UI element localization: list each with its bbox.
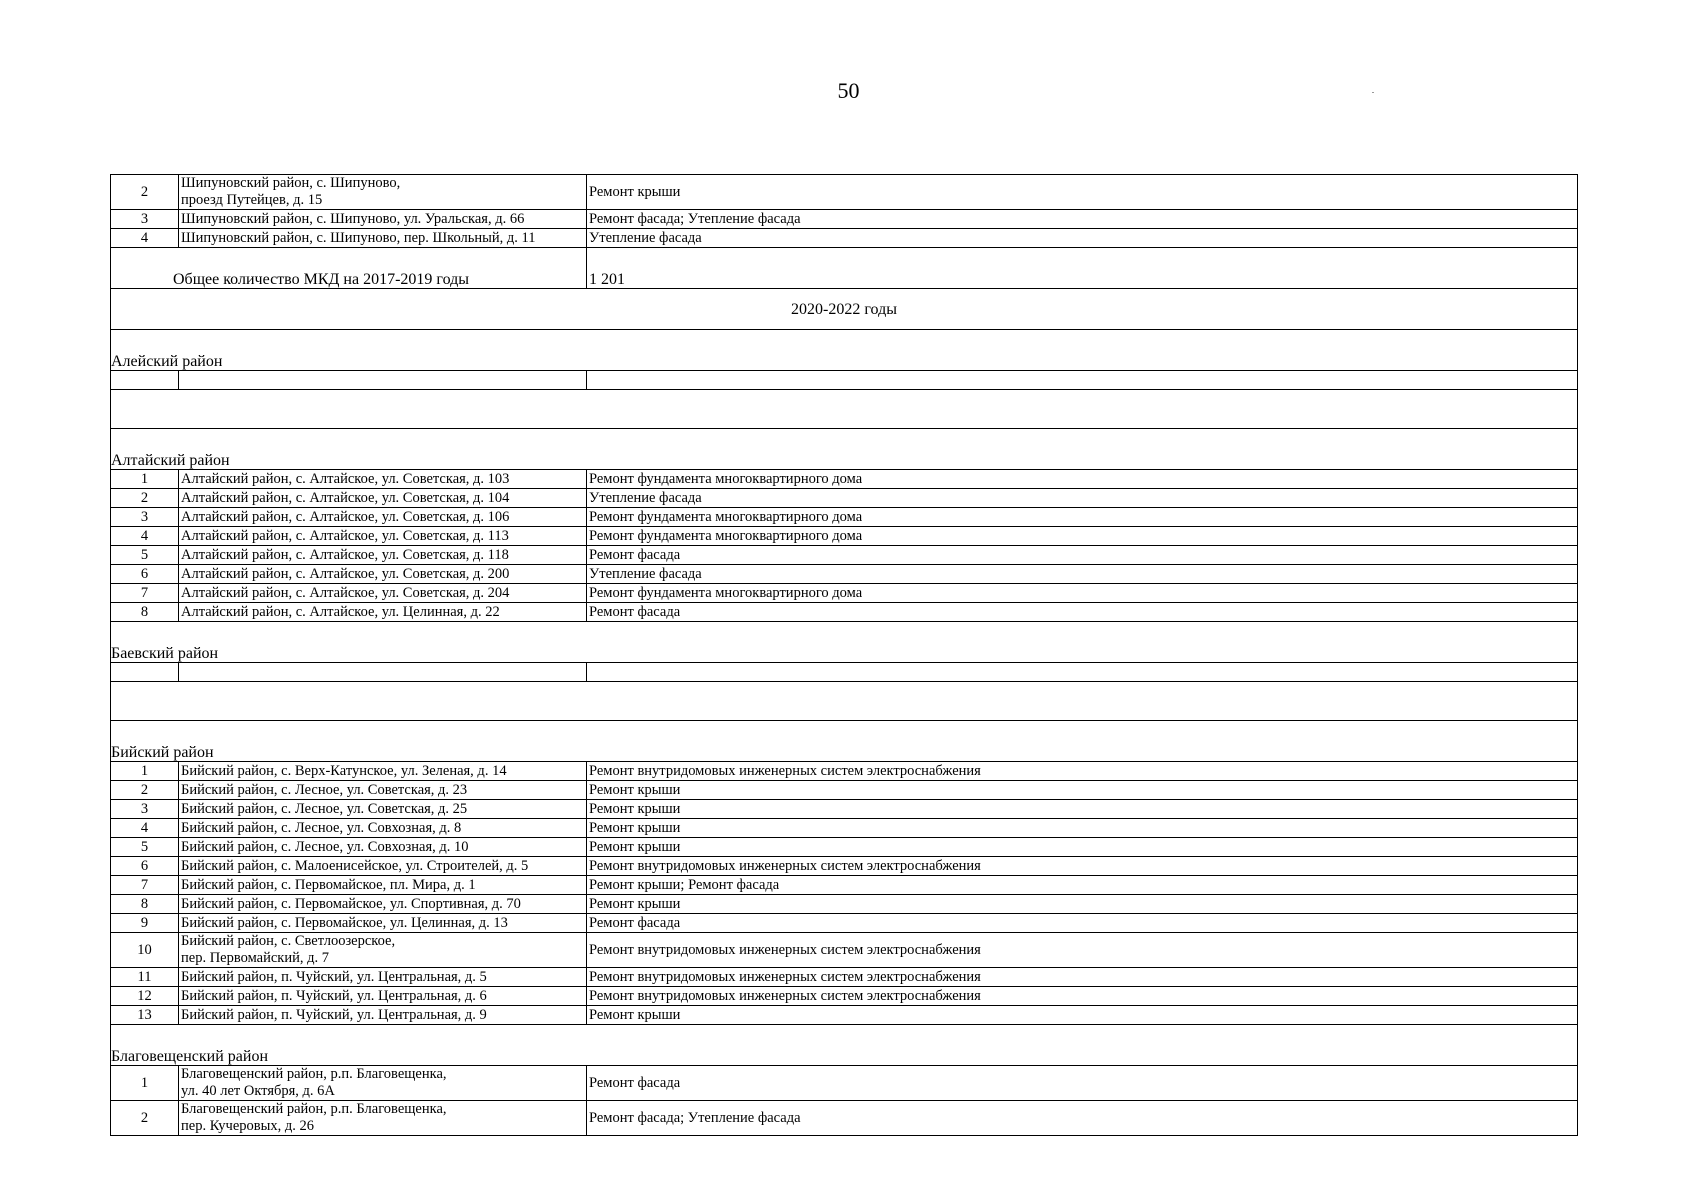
table-row bbox=[111, 546, 1578, 565]
row-number-cell: 3 bbox=[111, 210, 179, 229]
empty-work-cell bbox=[587, 371, 1578, 390]
address-cell: Алтайский район, с. Алтайское, ул. Советская, д. 200 bbox=[179, 565, 587, 584]
address-cell: Бийский район, с. Верх-Катунское, ул. Зеленая, д. 14 bbox=[179, 762, 587, 781]
address-cell: Бийский район, п. Чуйский, ул. Центральная, д. 6 bbox=[179, 987, 587, 1006]
row-number-cell: 3 bbox=[111, 508, 179, 527]
address-line: Шипуновский район, с. Шипуново, bbox=[181, 175, 401, 191]
spacer-cell bbox=[111, 682, 1578, 721]
table-row bbox=[111, 210, 1578, 229]
empty-work-cell bbox=[587, 663, 1578, 682]
district-name: Баевский район bbox=[111, 622, 1578, 663]
address-cell: Бийский район, с. Лесное, ул. Совхозная, д. 10 bbox=[179, 838, 587, 857]
table-row bbox=[111, 968, 1578, 987]
work-type-cell: Ремонт внутридомовых инженерных систем электроснабжения bbox=[587, 762, 1578, 781]
row-number-cell: 5 bbox=[111, 546, 179, 565]
row-number-cell: 2 bbox=[111, 781, 179, 800]
row-number-cell: 7 bbox=[111, 584, 179, 603]
table-row bbox=[111, 876, 1578, 895]
work-type-cell: Ремонт внутридомовых инженерных систем электроснабжения bbox=[587, 857, 1578, 876]
district-header-row bbox=[111, 622, 1578, 663]
work-type-cell: Ремонт крыши bbox=[587, 1006, 1578, 1025]
empty-row bbox=[111, 663, 1578, 682]
work-type-cell: Ремонт внутридомовых инженерных систем электроснабжения bbox=[587, 933, 1578, 968]
district-name: Алейский район bbox=[111, 330, 1578, 371]
work-type-cell: Ремонт крыши bbox=[587, 800, 1578, 819]
row-number-cell: 12 bbox=[111, 987, 179, 1006]
address-line: Бийский район, с. Светлоозерское, bbox=[181, 933, 396, 949]
address-line: Благовещенский район, р.п. Благовещенка, bbox=[181, 1101, 447, 1117]
address-cell: Алтайский район, с. Алтайское, ул. Советская, д. 118 bbox=[179, 546, 587, 565]
row-number-cell: 1 bbox=[111, 470, 179, 489]
address-cell: Бийский район, с. Лесное, ул. Советская, д. 25 bbox=[179, 800, 587, 819]
address-line: пер. Первомайский, д. 7 bbox=[181, 950, 329, 966]
table-row bbox=[111, 800, 1578, 819]
row-number-cell: 5 bbox=[111, 838, 179, 857]
work-type-cell: Ремонт фундамента многоквартирного дома bbox=[587, 584, 1578, 603]
row-number-cell: 2 bbox=[111, 175, 179, 210]
address-line: ул. 40 лет Октября, д. 6А bbox=[181, 1083, 335, 1099]
table-row bbox=[111, 762, 1578, 781]
row-number-cell: 13 bbox=[111, 1006, 179, 1025]
work-type-cell: Ремонт фасада; Утепление фасада bbox=[587, 1101, 1578, 1136]
row-number-cell: 6 bbox=[111, 857, 179, 876]
address-cell bbox=[179, 1066, 587, 1101]
work-type-cell: Ремонт фундамента многоквартирного дома bbox=[587, 508, 1578, 527]
table-row bbox=[111, 1006, 1578, 1025]
district-header-row bbox=[111, 721, 1578, 762]
work-type-cell: Ремонт крыши bbox=[587, 781, 1578, 800]
row-number-cell: 11 bbox=[111, 968, 179, 987]
address-cell: Бийский район, п. Чуйский, ул. Центральная, д. 5 bbox=[179, 968, 587, 987]
address-cell: Алтайский район, с. Алтайское, ул. Советская, д. 106 bbox=[179, 508, 587, 527]
table-row bbox=[111, 819, 1578, 838]
row-number-cell: 1 bbox=[111, 1066, 179, 1101]
table-row bbox=[111, 838, 1578, 857]
table-row bbox=[111, 175, 1578, 210]
table-row bbox=[111, 933, 1578, 968]
work-type-cell: Ремонт фундамента многоквартирного дома bbox=[587, 470, 1578, 489]
table-row bbox=[111, 565, 1578, 584]
work-type-cell: Ремонт крыши bbox=[587, 819, 1578, 838]
table-row bbox=[111, 527, 1578, 546]
page-number: 50 bbox=[837, 78, 860, 103]
address-cell: Бийский район, с. Лесное, ул. Советская, д. 23 bbox=[179, 781, 587, 800]
table-row bbox=[111, 470, 1578, 489]
address-cell: Алтайский район, с. Алтайское, ул. Целинная, д. 22 bbox=[179, 603, 587, 622]
work-type-cell: Ремонт фундамента многоквартирного дома bbox=[587, 527, 1578, 546]
empty-number-cell bbox=[111, 371, 179, 390]
register-body bbox=[111, 175, 1578, 1136]
row-number-cell: 2 bbox=[111, 1101, 179, 1136]
table-row bbox=[111, 1066, 1578, 1101]
address-cell: Шипуновский район, с. Шипуново, пер. Школьный, д. 11 bbox=[179, 229, 587, 248]
district-name: Алтайский район bbox=[111, 429, 1578, 470]
empty-address-cell bbox=[179, 371, 587, 390]
address-cell: Бийский район, п. Чуйский, ул. Центральная, д. 9 bbox=[179, 1006, 587, 1025]
address-cell: Алтайский район, с. Алтайское, ул. Советская, д. 204 bbox=[179, 584, 587, 603]
table-row bbox=[111, 895, 1578, 914]
row-number-cell: 9 bbox=[111, 914, 179, 933]
work-type-cell: Ремонт крыши bbox=[587, 838, 1578, 857]
table-row bbox=[111, 603, 1578, 622]
address-line: проезд Путейцев, д. 15 bbox=[181, 192, 323, 208]
total-label-cell: Общее количество МКД на 2017-2019 годы bbox=[111, 248, 587, 289]
table-row bbox=[111, 584, 1578, 603]
row-number-cell: 7 bbox=[111, 876, 179, 895]
scan-speck bbox=[1372, 92, 1374, 93]
work-type-cell: Ремонт фасада bbox=[587, 603, 1578, 622]
row-number-cell: 1 bbox=[111, 762, 179, 781]
housing-register-table bbox=[110, 174, 1578, 1136]
table-row bbox=[111, 781, 1578, 800]
address-line: Благовещенский район, р.п. Благовещенка, bbox=[181, 1066, 447, 1082]
work-type-cell: Утепление фасада bbox=[587, 229, 1578, 248]
district-name: Благовещенский район bbox=[111, 1025, 1578, 1066]
period-heading: 2020-2022 годы bbox=[111, 289, 1578, 330]
work-type-cell: Ремонт фасада bbox=[587, 546, 1578, 565]
row-number-cell: 8 bbox=[111, 895, 179, 914]
work-type-cell: Ремонт крыши bbox=[587, 175, 1578, 210]
table-row bbox=[111, 508, 1578, 527]
table-row bbox=[111, 987, 1578, 1006]
row-number-cell: 4 bbox=[111, 527, 179, 546]
work-type-cell: Ремонт фасада; Утепление фасада bbox=[587, 210, 1578, 229]
address-cell bbox=[179, 1101, 587, 1136]
address-cell: Алтайский район, с. Алтайское, ул. Советская, д. 104 bbox=[179, 489, 587, 508]
district-header-row bbox=[111, 330, 1578, 371]
work-type-cell: Ремонт фасада bbox=[587, 1066, 1578, 1101]
empty-row bbox=[111, 371, 1578, 390]
work-type-cell: Ремонт крыши; Ремонт фасада bbox=[587, 876, 1578, 895]
address-cell: Бийский район, с. Первомайское, ул. Целинная, д. 13 bbox=[179, 914, 587, 933]
address-cell: Бийский район, с. Малоенисейское, ул. Строителей, д. 5 bbox=[179, 857, 587, 876]
address-cell: Бийский район, с. Лесное, ул. Совхозная, д. 8 bbox=[179, 819, 587, 838]
row-number-cell: 10 bbox=[111, 933, 179, 968]
table-row bbox=[111, 489, 1578, 508]
row-number-cell: 4 bbox=[111, 229, 179, 248]
address-cell bbox=[179, 933, 587, 968]
empty-number-cell bbox=[111, 663, 179, 682]
total-value-cell: 1 201 bbox=[587, 248, 1578, 289]
table-row bbox=[111, 1101, 1578, 1136]
table-row bbox=[111, 914, 1578, 933]
work-type-cell: Утепление фасада bbox=[587, 489, 1578, 508]
period-row bbox=[111, 289, 1578, 330]
work-type-cell: Ремонт фасада bbox=[587, 914, 1578, 933]
spacer-row bbox=[111, 390, 1578, 429]
row-number-cell: 3 bbox=[111, 800, 179, 819]
address-cell bbox=[179, 175, 587, 210]
address-cell: Бийский район, с. Первомайское, ул. Спортивная, д. 70 bbox=[179, 895, 587, 914]
address-cell: Шипуновский район, с. Шипуново, ул. Уральская, д. 66 bbox=[179, 210, 587, 229]
spacer-row bbox=[111, 682, 1578, 721]
address-line: пер. Кучеровых, д. 26 bbox=[181, 1118, 314, 1134]
row-number-cell: 8 bbox=[111, 603, 179, 622]
table-row bbox=[111, 229, 1578, 248]
work-type-cell: Ремонт внутридомовых инженерных систем электроснабжения bbox=[587, 968, 1578, 987]
work-type-cell: Утепление фасада bbox=[587, 565, 1578, 584]
row-number-cell: 4 bbox=[111, 819, 179, 838]
address-cell: Алтайский район, с. Алтайское, ул. Советская, д. 103 bbox=[179, 470, 587, 489]
address-cell: Бийский район, с. Первомайское, пл. Мира, д. 1 bbox=[179, 876, 587, 895]
address-cell: Алтайский район, с. Алтайское, ул. Советская, д. 113 bbox=[179, 527, 587, 546]
district-header-row bbox=[111, 429, 1578, 470]
work-type-cell: Ремонт крыши bbox=[587, 895, 1578, 914]
total-row bbox=[111, 248, 1578, 289]
empty-address-cell bbox=[179, 663, 587, 682]
district-header-row bbox=[111, 1025, 1578, 1066]
row-number-cell: 6 bbox=[111, 565, 179, 584]
table-row bbox=[111, 857, 1578, 876]
row-number-cell: 2 bbox=[111, 489, 179, 508]
work-type-cell: Ремонт внутридомовых инженерных систем электроснабжения bbox=[587, 987, 1578, 1006]
district-name: Бийский район bbox=[111, 721, 1578, 762]
spacer-cell bbox=[111, 390, 1578, 429]
